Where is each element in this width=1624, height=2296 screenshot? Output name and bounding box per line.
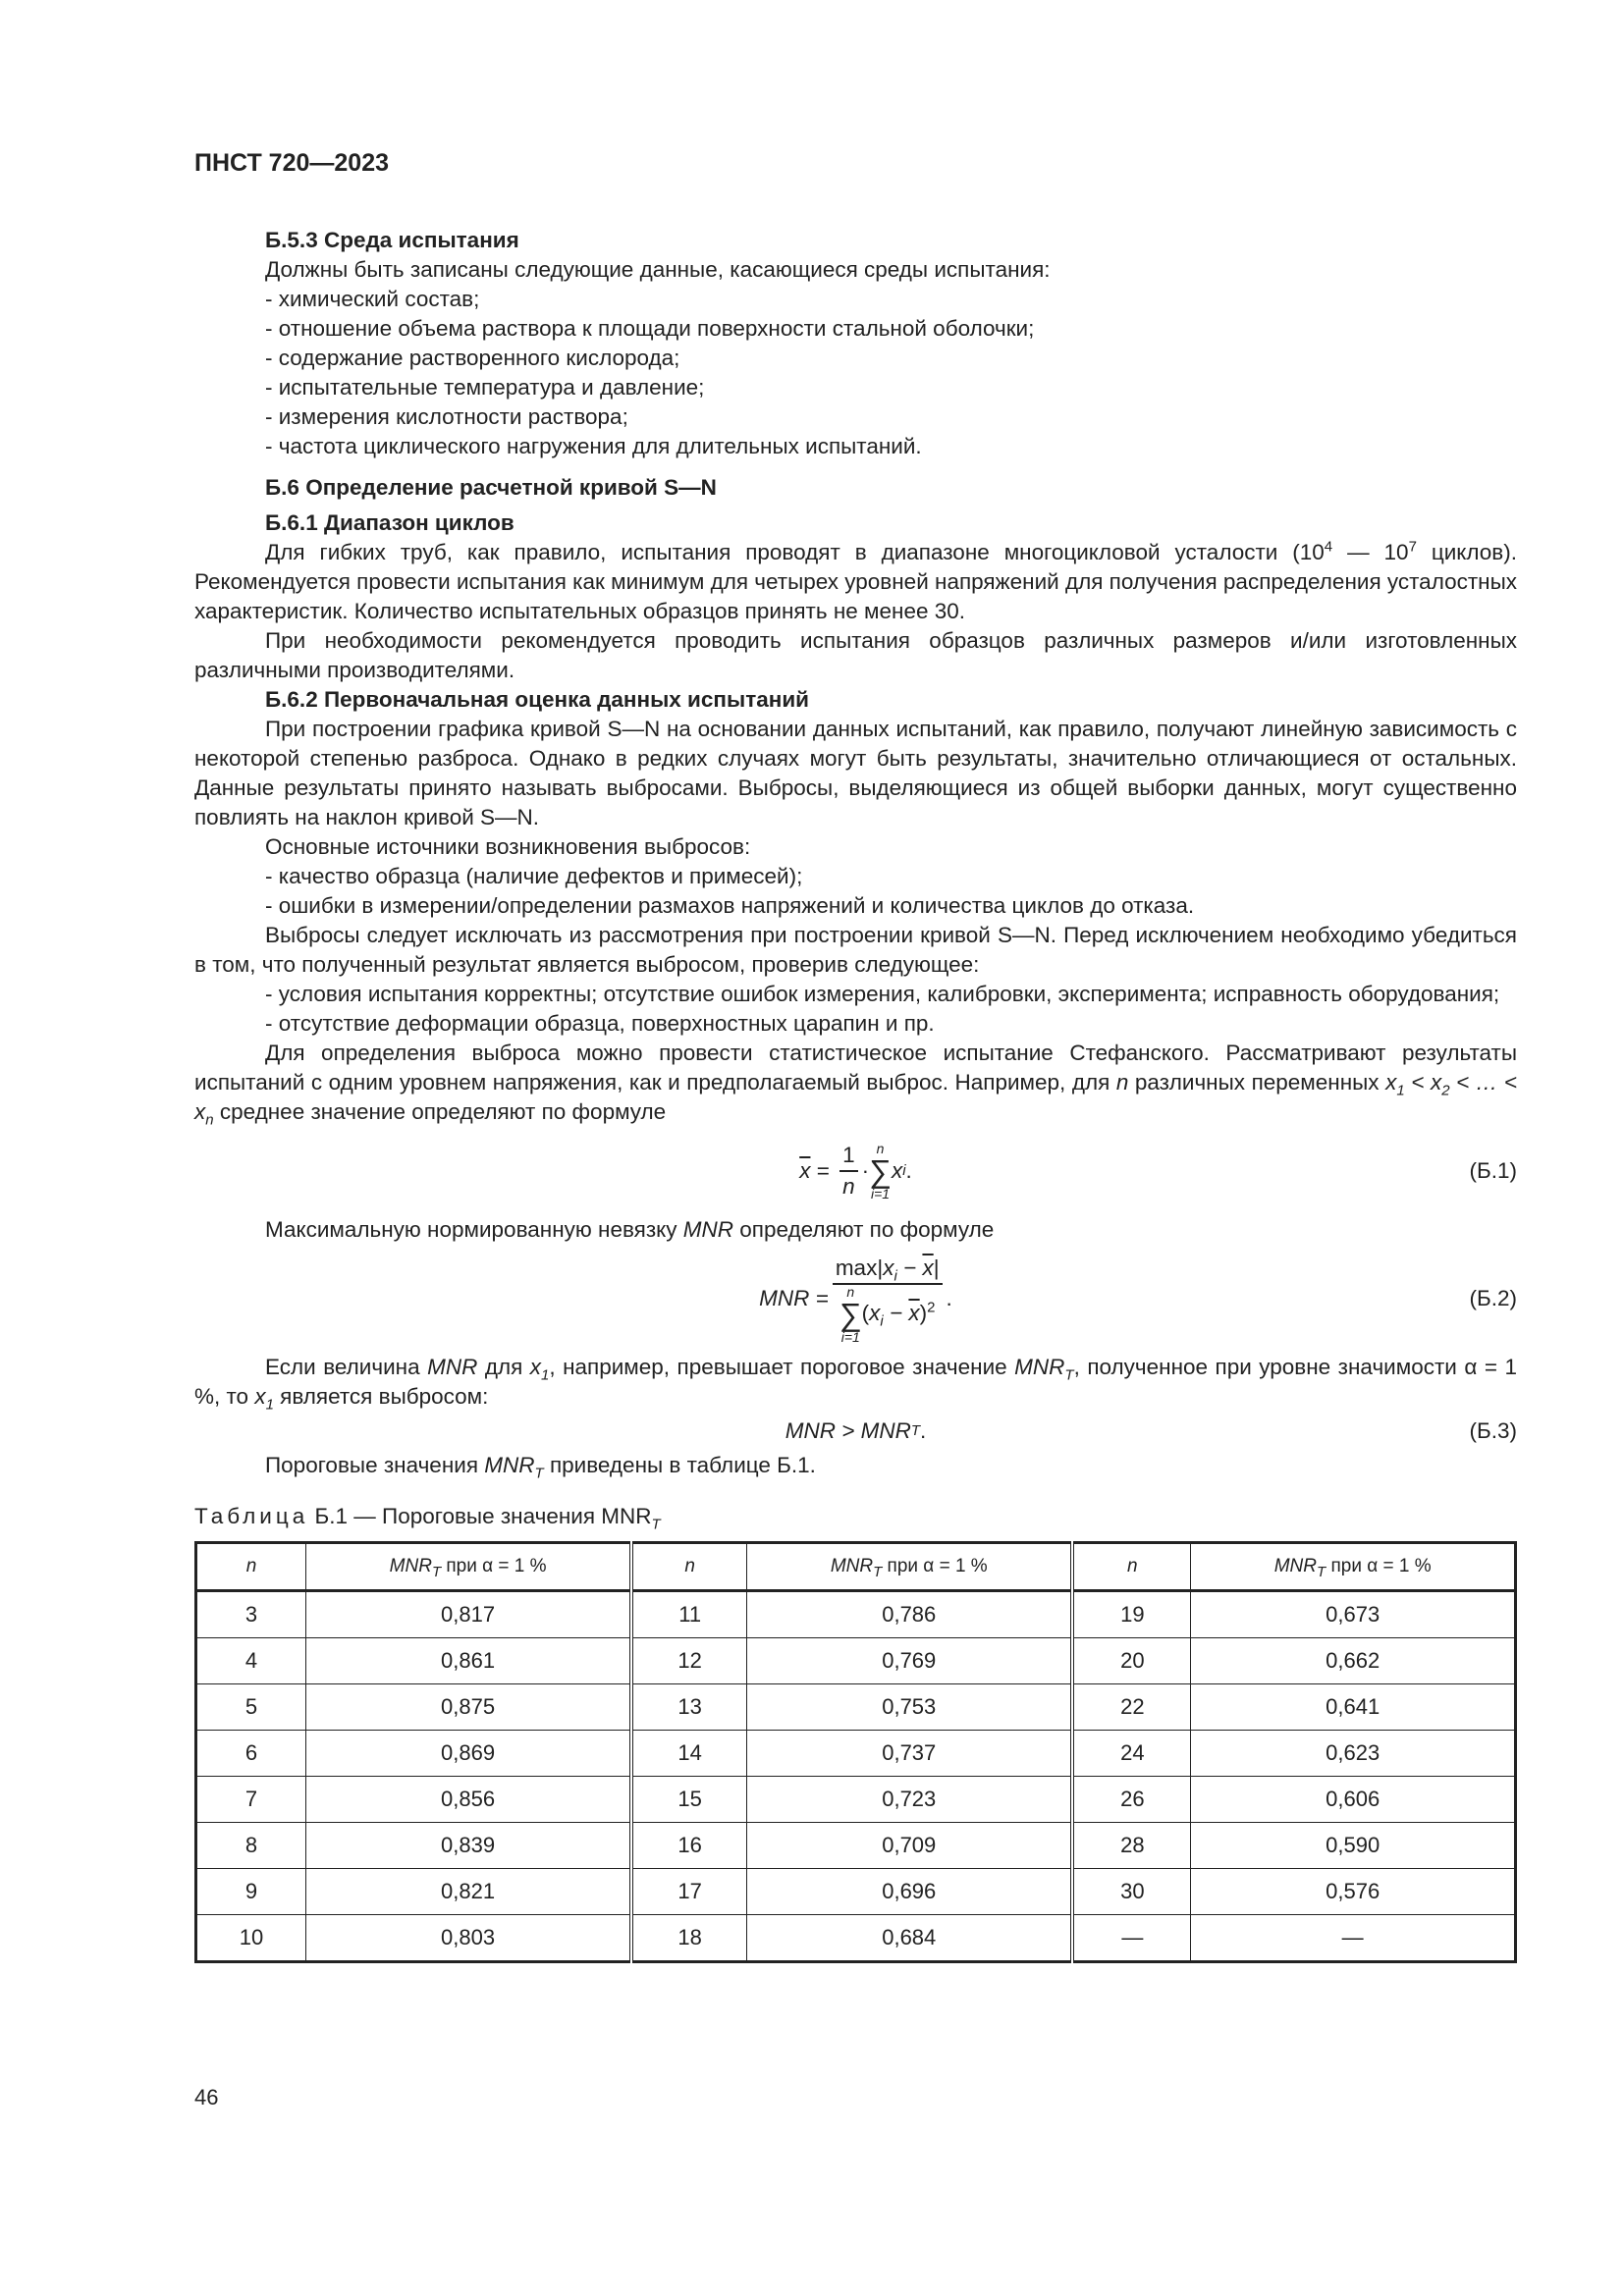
table-row — [196, 1591, 1516, 1638]
cell-mnr: 0,856 — [306, 1777, 632, 1823]
cell-n: 6 — [196, 1731, 306, 1777]
list-item: - содержание растворенного кислорода; — [265, 346, 680, 370]
cell-n: 16 — [631, 1823, 747, 1869]
paragraph: Если величина MNR для $x_1$, например, превышает пороговое значение $MNR_T$, полученное при уровне значимости α = 1 %, то $x_1$ является выбросом: — [194, 1355, 1517, 1414]
paragraph: Выбросы следует исключать из рассмотрения при построении кривой S—N. Перед исключением необходимо убедиться в том, что полученный результат является выбросом, проверив следующее: — [194, 923, 1517, 977]
cell-n: 19 — [1072, 1591, 1191, 1638]
table-row — [196, 1638, 1516, 1684]
cell-mnr: 0,817 — [306, 1591, 632, 1638]
table-row — [196, 1684, 1516, 1731]
cell-n: 22 — [1072, 1684, 1191, 1731]
cell-n: 13 — [631, 1684, 747, 1731]
cell-mnr: 0,786 — [747, 1591, 1073, 1638]
table-row — [196, 1823, 1516, 1869]
cell-mnr: 0,709 — [747, 1823, 1073, 1869]
list-item: - химический состав; — [265, 287, 480, 311]
cell-n: 3 — [196, 1591, 306, 1638]
table-row — [196, 1731, 1516, 1777]
equation-number: (Б.3) — [1469, 1418, 1517, 1443]
cell-n: 30 — [1072, 1869, 1191, 1915]
cell-n: 15 — [631, 1777, 747, 1823]
cell-mnr: 0,869 — [306, 1731, 632, 1777]
cell-mnr: 0,861 — [306, 1638, 632, 1684]
cell-n: — — [1072, 1915, 1191, 1962]
cell-n: 4 — [196, 1638, 306, 1684]
cell-n: 12 — [631, 1638, 747, 1684]
col-header-n: n — [631, 1543, 747, 1591]
cell-mnr: 0,662 — [1191, 1638, 1516, 1684]
cell-n: 7 — [196, 1777, 306, 1823]
cell-n: 18 — [631, 1915, 747, 1962]
cell-mnr: 0,753 — [747, 1684, 1073, 1731]
cell-mnr: 0,641 — [1191, 1684, 1516, 1731]
paragraph: Основные источники возникновения выбросов: — [265, 834, 751, 859]
cell-n: 28 — [1072, 1823, 1191, 1869]
equation-number: (Б.2) — [1469, 1286, 1517, 1310]
cell-mnr: 0,673 — [1191, 1591, 1516, 1638]
col-header-mnr: $MNR_T$ при α = 1 % — [306, 1543, 632, 1591]
cell-n: 20 — [1072, 1638, 1191, 1684]
list-item: - измерения кислотности раствора; — [265, 404, 628, 429]
paragraph: Пороговые значения $MNR_T$ приведены в таблице Б.1. — [265, 1453, 816, 1482]
list-item: - условия испытания корректны; отсутствие ошибок измерения, калибровки, эксперимента; исправность оборудования; — [265, 982, 1500, 1006]
col-header-n: n — [1072, 1543, 1191, 1591]
cell-mnr: 0,803 — [306, 1915, 632, 1962]
cell-mnr: 0,606 — [1191, 1777, 1516, 1823]
list-item: - отсутствие деформации образца, поверхностных царапин и пр. — [265, 1011, 935, 1036]
formula-b2: MNR = $\max|x_i - \overline{x}|$ n ∑ i=1 $(x_i - \overline{x})^2$ . (Б.2) — [759, 1255, 1517, 1345]
cell-mnr: 0,696 — [747, 1869, 1073, 1915]
paragraph: При построении графика кривой S—N на основании данных испытаний, как правило, получают линейную зависимость с некоторой степенью разброса. Однако в редких случаях могут быть результаты, значительно отличающиеся от остальных. Данные результаты принято называть выбросами. Выбросы, выделяющиеся из общей выборки данных, могут существенно повлиять на наклон кривой S—N. — [194, 717, 1517, 829]
cell-mnr: 0,723 — [747, 1777, 1073, 1823]
cell-n: 14 — [631, 1731, 747, 1777]
col-header-mnr: $MNR_T$ при α = 1 % — [1191, 1543, 1516, 1591]
list-item: - отношение объема раствора к площади поверхности стальной оболочки; — [265, 316, 1035, 341]
table-row — [196, 1915, 1516, 1962]
cell-n: 17 — [631, 1869, 747, 1915]
cell-mnr: 0,684 — [747, 1915, 1073, 1962]
cell-mnr: 0,737 — [747, 1731, 1073, 1777]
equation-number: (Б.1) — [1469, 1158, 1517, 1183]
document-body — [194, 226, 1517, 1963]
cell-mnr: 0,875 — [306, 1684, 632, 1731]
formula-b1: $\overline{x}$ = $\frac{1}{n}$ · n ∑ i=1 x i . (Б.1) — [799, 1141, 1517, 1201]
cell-n: 5 — [196, 1684, 306, 1731]
cell-mnr: 0,769 — [747, 1638, 1073, 1684]
paragraph: Максимальную нормированную невязку MNR определяют по формуле — [265, 1217, 995, 1242]
cell-mnr: 0,590 — [1191, 1823, 1516, 1869]
cell-mnr: 0,839 — [306, 1823, 632, 1869]
col-header-mnr: $MNR_T$ при α = 1 % — [747, 1543, 1073, 1591]
list-item: - ошибки в измерении/определении размахов напряжений и количества циклов до отказа. — [265, 893, 1195, 918]
cell-n: 10 — [196, 1915, 306, 1962]
col-header-n: n — [196, 1543, 306, 1591]
formula-b3: MNR > MNR T . (Б.3) — [194, 1412, 1517, 1451]
cell-mnr: — — [1191, 1915, 1516, 1962]
threshold-table — [194, 1541, 1517, 1963]
cell-mnr: 0,623 — [1191, 1731, 1516, 1777]
cell-mnr: 0,576 — [1191, 1869, 1516, 1915]
table-row — [196, 1869, 1516, 1915]
cell-n: 24 — [1072, 1731, 1191, 1777]
cell-n: 9 — [196, 1869, 306, 1915]
cell-n: 8 — [196, 1823, 306, 1869]
paragraph: Для гибких труб, как правило, испытания проводят в диапазоне многоцикловой усталости ($10^4$ — $10^7$ циклов). Рекомендуется провести испытания как минимум для четырех уровней напряжений для получения распределения усталостных характеристик. Количество испытательных образцов принять не менее 30. — [194, 538, 1517, 623]
cell-mnr: 0,821 — [306, 1869, 632, 1915]
paragraph: Должны быть записаны следующие данные, касающиеся среды испытания: — [265, 257, 1051, 282]
section-heading: Б.6 Определение расчетной кривой S—N — [265, 475, 717, 500]
section-heading: Б.6.2 Первоначальная оценка данных испытаний — [265, 687, 809, 712]
table-caption: Таблица Б.1 — Пороговые значения $MNR_T$ — [194, 1504, 661, 1533]
page-number: 46 — [194, 2085, 219, 2109]
section-heading: Б.5.3 Среда испытания — [265, 228, 519, 252]
document-header: ПНСТ 720—2023 — [194, 149, 389, 177]
paragraph: При необходимости рекомендуется проводить испытания образцов различных размеров и/или изготовленных различными производителями. — [194, 628, 1517, 682]
table-row — [196, 1777, 1516, 1823]
cell-n: 11 — [631, 1591, 747, 1638]
cell-n: 26 — [1072, 1777, 1191, 1823]
list-item: - испытательные температура и давление; — [265, 375, 705, 400]
list-item: - частота циклического нагружения для длительных испытаний. — [265, 434, 922, 458]
list-item: - качество образца (наличие дефектов и примесей); — [265, 864, 803, 888]
paragraph: Для определения выброса можно провести статистическое испытание Стефанского. Рассматривают результаты испытаний с одним уровнем напряжения, как и предполагаемый выброс. Например, для n различных переменных $x_1 < x_2$ < … < $x_n$ среднее значение определяют по формуле — [194, 1041, 1517, 1129]
section-heading: Б.6.1 Диапазон циклов — [265, 510, 514, 535]
